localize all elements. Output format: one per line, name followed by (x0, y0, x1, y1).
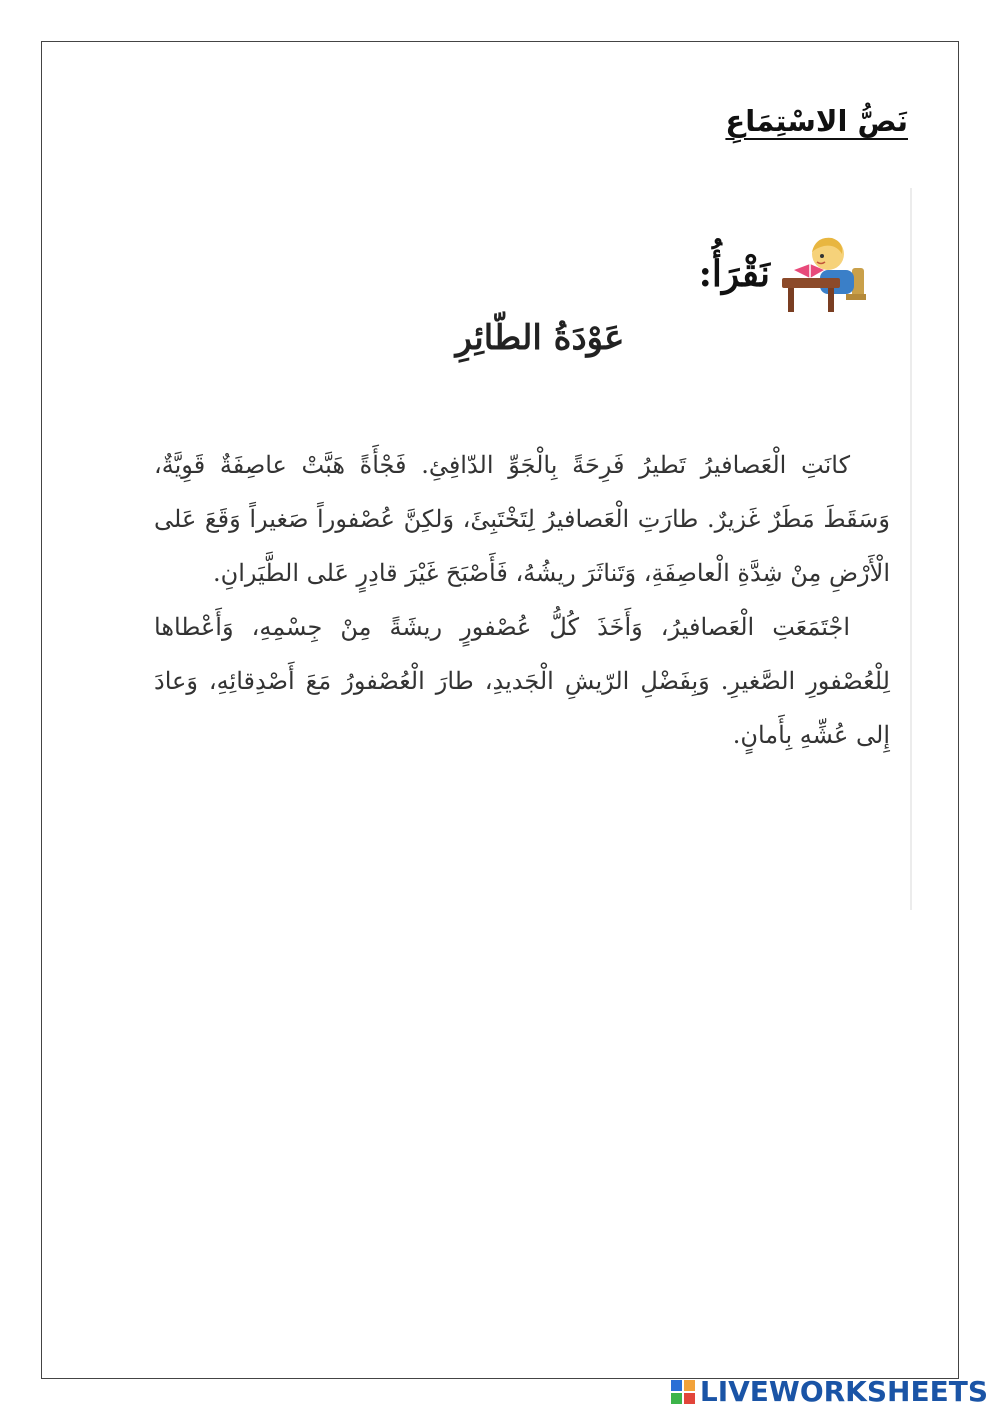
read-header (699, 234, 874, 314)
story-paragraph: اجْتَمَعَتِ الْعَصافيرُ، وَأَخَذَ كُلُّ عُصْفورٍ ريشَةً مِنْ جِسْمِهِ، وَأَعْطاها لِلْعُصْفورِ الصَّغيرِ. وَبِفَضْلِ الرّيشِ الْجَديدِ، طارَ الْعُصْفورُ مَعَ أَصْدِقائِهِ، وَعادَ إِلى عُشِّهِ بِأَمانٍ. (154, 613, 890, 749)
liveworksheets-brand (670, 1375, 988, 1408)
read-label: نَقْرَأُ: (698, 253, 770, 295)
scanned-text-image (140, 188, 912, 910)
page-title: نَصُّ الاسْتِمَاعِ (725, 104, 908, 138)
story-text (154, 438, 890, 762)
liveworksheets-logo-icon (670, 1379, 696, 1405)
story-paragraph: كانَتِ الْعَصافيرُ تَطيرُ فَرِحَةً بِالْجَوِّ الدّافِئِ. فَجْأَةً هَبَّتْ عاصِفَةٌ قَوِيَّةٌ، وَسَقَطَ مَطَرٌ غَزيرٌ. طارَتِ الْعَصافيرُ لِتَخْتَبِئَ، وَلكِنَّ عُصْفوراً صَغيراً وَقَعَ عَلى الْأَرْضِ مِنْ شِدَّةِ الْعاصِفَةِ، وَتَناثَرَ ريشُهُ، فَأَصْبَحَ غَيْرَ قادِرٍ عَلى الطَّيَرانِ. (154, 451, 890, 587)
boy-reading-icon (780, 234, 874, 314)
story-title: عَوْدَةُ الطّائِرِ (455, 318, 625, 358)
brand-text: LIVEWORKSHEETS (699, 1375, 988, 1408)
